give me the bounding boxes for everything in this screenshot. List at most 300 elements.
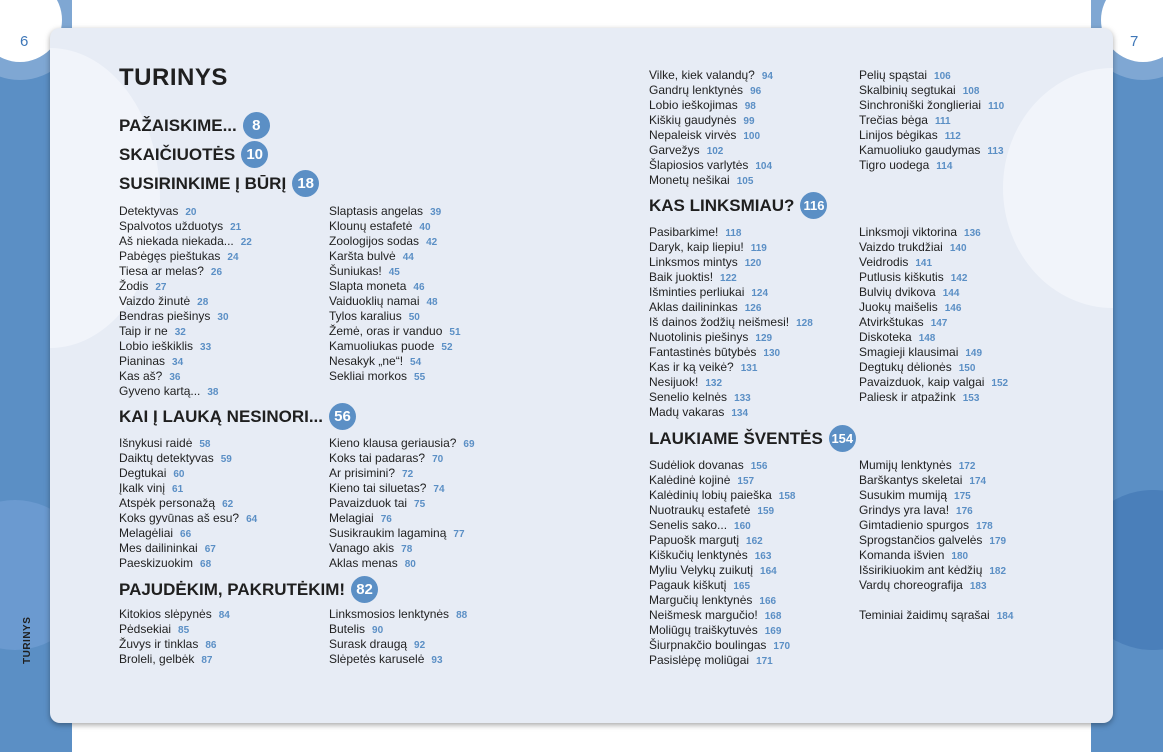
entry-title: Surask draugą (329, 637, 408, 651)
entry-title: Atspėk personažą (119, 496, 216, 510)
entry-title: Myliu Velykų zuikutį (649, 563, 754, 577)
entry-page-number: 60 (173, 469, 185, 480)
entry-page-number: 104 (755, 161, 773, 172)
entry-title: Kiškių gaudynės (649, 113, 737, 127)
entry-title: Taip ir ne (119, 324, 168, 338)
left-page-number: 6 (20, 33, 29, 50)
entry-page-number: 90 (372, 625, 384, 636)
toc-entry (119, 384, 319, 399)
toc-entry (859, 68, 1059, 83)
entry-page-number: 158 (778, 491, 796, 502)
toc-entry (649, 638, 849, 653)
entry-title: Aklas menas (329, 556, 398, 570)
entry-title: Gimtadienio spurgos (859, 518, 970, 532)
entry-page-number: 164 (760, 566, 777, 577)
entry-list (859, 458, 1059, 623)
toc-entry (329, 369, 529, 384)
entry-title: Nepaleisk virvės (649, 128, 737, 142)
toc-entry (119, 436, 319, 451)
entry-page-number: 126 (744, 303, 762, 314)
entry-page-number: 69 (463, 439, 475, 450)
toc-entry (859, 113, 1059, 128)
entry-list (649, 225, 849, 420)
entry-page-number: 85 (178, 625, 190, 636)
entry-title: Kieno klausa geriausia? (329, 436, 457, 450)
entry-page-number: 162 (746, 536, 763, 547)
entry-page-number: 34 (172, 357, 184, 368)
entry-title: Teminiai žaidimų sąrašai (859, 608, 990, 622)
entry-page-number: 144 (942, 288, 960, 299)
entry-title: Grindys yra lava! (859, 503, 950, 517)
entry-title: Sprogstančios galvelės (859, 533, 983, 547)
entry-title: Išminties perliukai (649, 285, 745, 299)
section-heading (119, 141, 268, 168)
entry-title: Spalvotos užduotys (119, 219, 224, 233)
entry-title: Butelis (329, 622, 366, 636)
page-title: TURINYS (119, 64, 228, 91)
entry-title: Nesakyk „ne“! (329, 354, 404, 368)
entry-list (119, 204, 319, 399)
toc-entry (649, 360, 849, 375)
entry-page-number: 84 (218, 610, 230, 621)
toc-entry (859, 563, 1059, 578)
entry-page-number: 122 (720, 273, 737, 284)
entry-title: Pėdsekiai (119, 622, 172, 636)
entry-title: Neišmesk margučio! (649, 608, 758, 622)
section-title: LAUKIAME ŠVENTĖS (649, 428, 823, 448)
toc-entry (859, 533, 1059, 548)
toc-entry (649, 488, 849, 503)
entry-page-number: 183 (969, 581, 987, 592)
entry-title: Kalėdinė kojinė (649, 473, 731, 487)
entry-page-number: 54 (410, 357, 422, 368)
entry-page-number: 168 (764, 611, 782, 622)
entry-page-number: 120 (744, 258, 762, 269)
toc-entry (119, 309, 319, 324)
entry-page-number: 118 (725, 228, 742, 239)
toc-entry (649, 225, 849, 240)
toc-entry (649, 563, 849, 578)
toc-entry (649, 390, 849, 405)
entry-page-number: 146 (944, 303, 962, 314)
toc-entry (859, 458, 1059, 473)
section-title: SKAIČIUOTĖS (119, 144, 236, 164)
entry-title: Vaizdo trukdžiai (859, 240, 943, 254)
entry-list (329, 607, 529, 667)
entry-page-number: 175 (954, 491, 971, 502)
toc-entry (329, 354, 529, 369)
toc-entry (119, 279, 319, 294)
entry-title: Kitokios slėpynės (119, 607, 212, 621)
section-page-badge: 56 (329, 403, 356, 430)
toc-entry (859, 143, 1059, 158)
toc-entry (859, 518, 1059, 533)
toc-entry (649, 608, 849, 623)
toc-entry (649, 518, 849, 533)
entry-page-number: 70 (432, 454, 444, 465)
entry-page-number: 150 (958, 363, 976, 374)
toc-entry (859, 240, 1059, 255)
entry-list (119, 436, 319, 571)
toc-entry (119, 294, 319, 309)
toc-entry (859, 330, 1059, 345)
entry-title: Susukim mumiją (859, 488, 948, 502)
toc-entry (859, 83, 1059, 98)
entry-title: Žodis (119, 279, 149, 293)
entry-page-number: 78 (401, 544, 413, 555)
entry-title: Kamuoliukas puode (329, 339, 435, 353)
entry-title: Barškantys skeletai (859, 473, 963, 487)
entry-title: Sinchroniški žonglieriai (859, 98, 982, 112)
entry-page-number: 61 (172, 484, 184, 495)
entry-page-number: 180 (951, 551, 969, 562)
entry-page-number: 58 (199, 439, 211, 450)
toc-entry (329, 622, 529, 637)
toc-entry (859, 488, 1059, 503)
section-page-badge: 116 (800, 192, 827, 219)
toc-entry (329, 204, 529, 219)
entry-title: Putlusis kiškutis (859, 270, 944, 284)
entry-page-number: 129 (755, 333, 773, 344)
entry-page-number: 102 (706, 146, 724, 157)
entry-title: Linksmosios lenktynės (329, 607, 450, 621)
entry-page-number: 30 (217, 312, 229, 323)
entry-title: Šuniukas! (329, 264, 382, 278)
entry-page-number: 153 (962, 393, 980, 404)
toc-entry (649, 83, 849, 98)
toc-entry (119, 496, 319, 511)
entry-list (859, 68, 1059, 173)
entry-title: Madų vakaras (649, 405, 725, 419)
entry-title: Linksmoji viktorina (859, 225, 958, 239)
entry-title: Kas ir ką veikė? (649, 360, 734, 374)
toc-entry (649, 345, 849, 360)
toc-entry (329, 309, 529, 324)
toc-entry (649, 623, 849, 638)
toc-entry (329, 219, 529, 234)
entry-title: Daryk, kaip liepiu! (649, 240, 744, 254)
entry-page-number: 152 (991, 378, 1009, 389)
entry-title: Vilke, kiek valandų? (649, 68, 755, 82)
entry-page-number: 52 (441, 342, 453, 353)
entry-page-number: 163 (754, 551, 772, 562)
entry-title: Sekliai morkos (329, 369, 408, 383)
entry-page-number: 132 (705, 378, 723, 389)
entry-title: Linksmos mintys (649, 255, 738, 269)
toc-entry (119, 637, 319, 652)
entry-title: Garvežys (649, 143, 700, 157)
toc-entry (859, 270, 1059, 285)
entry-title: Zoologijos sodas (329, 234, 420, 248)
toc-entry (649, 270, 849, 285)
entry-page-number: 159 (757, 506, 775, 517)
entry-page-number: 156 (750, 461, 768, 472)
entry-title: Margučių lenktynės (649, 593, 753, 607)
entry-page-number: 179 (989, 536, 1007, 547)
entry-page-number: 39 (430, 207, 442, 218)
entry-page-number: 184 (996, 611, 1014, 622)
toc-entry (119, 451, 319, 466)
section-page-badge: 154 (829, 425, 856, 452)
entry-page-number: 27 (155, 282, 167, 293)
toc-entry (119, 622, 319, 637)
entry-page-number: 128 (796, 318, 813, 329)
toc-entry (649, 503, 849, 518)
entry-page-number: 80 (404, 559, 416, 570)
entry-page-number: 148 (918, 333, 936, 344)
entry-title: Klounų estafetė (329, 219, 413, 233)
entry-page-number: 50 (408, 312, 420, 323)
entry-title: Išnykusi raidė (119, 436, 193, 450)
toc-entry (859, 255, 1059, 270)
entry-page-number: 86 (205, 640, 217, 651)
toc-entry (119, 369, 319, 384)
toc-entry (119, 526, 319, 541)
entry-page-number: 141 (915, 258, 933, 269)
toc-entry (329, 264, 529, 279)
toc-entry (119, 354, 319, 369)
entry-page-number: 112 (944, 131, 961, 142)
toc-entry (329, 234, 529, 249)
toc-entry (119, 541, 319, 556)
entry-page-number: 130 (763, 348, 781, 359)
toc-entry (649, 653, 849, 668)
toc-entry (859, 300, 1059, 315)
entry-page-number: 21 (230, 222, 242, 233)
entry-title: Pasislėpę moliūgai (649, 653, 750, 667)
toc-entry (649, 128, 849, 143)
bottom-white-strip (72, 723, 1091, 752)
toc-entry (859, 578, 1059, 593)
entry-title: Karšta bulvė (329, 249, 396, 263)
entry-page-number: 131 (740, 363, 758, 374)
entry-title: Pabėgęs pieštukas (119, 249, 221, 263)
entry-page-number: 88 (456, 610, 468, 621)
section-page-badge: 8 (243, 112, 270, 139)
entry-page-number: 64 (246, 514, 258, 525)
entry-title: Degtukų dėlionės (859, 360, 952, 374)
toc-entry (859, 375, 1059, 390)
toc-entry (119, 481, 319, 496)
entry-title: Žemė, oras ir vanduo (329, 324, 443, 338)
section-heading (119, 576, 378, 603)
entry-title: Koks tai padaras? (329, 451, 426, 465)
toc-entry (329, 607, 529, 622)
toc-entry (649, 158, 849, 173)
section-title: PAJUDĖKIM, PAKRUTĖKIM! (119, 579, 346, 599)
entry-page-number: 111 (934, 116, 951, 127)
toc-entry (329, 652, 529, 667)
entry-page-number: 99 (743, 116, 755, 127)
entry-page-number: 169 (764, 626, 782, 637)
entry-title: Baik juoktis! (649, 270, 714, 284)
entry-title: Tiesa ar melas? (119, 264, 204, 278)
entry-list (329, 436, 529, 571)
toc-entry (649, 68, 849, 83)
toc-entry (649, 375, 849, 390)
entry-page-number: 68 (200, 559, 212, 570)
toc-entry (119, 234, 319, 249)
toc-entry (119, 249, 319, 264)
entry-title: Pavaizduok tai (329, 496, 408, 510)
toc-entry (649, 548, 849, 563)
entry-page-number: 38 (207, 387, 219, 398)
entry-page-number: 75 (414, 499, 426, 510)
entry-page-number: 114 (936, 161, 953, 172)
entry-title: Šiurpnakčio boulingas (649, 638, 767, 652)
entry-page-number: 105 (736, 176, 754, 187)
toc-entry (119, 339, 319, 354)
entry-title: Lobio ieškojimas (649, 98, 738, 112)
toc-entry (649, 143, 849, 158)
entry-title: Mes dailininkai (119, 541, 198, 555)
entry-page-number: 142 (950, 273, 968, 284)
entry-title: Vaizdo žinutė (119, 294, 191, 308)
entry-title: Atvirkštukas (859, 315, 924, 329)
section-title: PAŽAISKIME... (119, 115, 237, 135)
entry-page-number: 24 (227, 252, 239, 263)
entry-title: Detektyvas (119, 204, 179, 218)
entry-page-number: 28 (197, 297, 209, 308)
entry-title: Senelio kelnės (649, 390, 728, 404)
entry-title: Nuotolinis piešinys (649, 330, 749, 344)
entry-title: Skalbinių segtukai (859, 83, 956, 97)
entry-title: Gyveno kartą... (119, 384, 201, 398)
entry-title: Lobio ieškiklis (119, 339, 194, 353)
entry-page-number: 62 (222, 499, 234, 510)
section-heading (119, 112, 270, 139)
entry-title: Komanda išvien (859, 548, 945, 562)
section-heading (649, 192, 827, 219)
toc-entry (329, 279, 529, 294)
entry-page-number: 113 (987, 146, 1004, 157)
toc-entry (649, 173, 849, 188)
section-page-badge: 82 (351, 576, 378, 603)
entry-page-number: 87 (201, 655, 213, 666)
toc-entry (329, 481, 529, 496)
entry-title: Pianinas (119, 354, 166, 368)
entry-title: Koks gyvūnas aš esu? (119, 511, 240, 525)
entry-page-number: 45 (388, 267, 400, 278)
toc-entry (649, 240, 849, 255)
toc-entry (119, 264, 319, 279)
entry-title: Vaiduoklių namai (329, 294, 420, 308)
entry-list (329, 204, 529, 384)
entry-list (649, 68, 849, 188)
entry-title: Daiktų detektyvas (119, 451, 214, 465)
entry-title: Žuvys ir tinklas (119, 637, 199, 651)
toc-entry (649, 330, 849, 345)
toc-entry (649, 473, 849, 488)
entry-list (119, 607, 319, 667)
entry-page-number: 72 (402, 469, 414, 480)
entry-page-number: 166 (759, 596, 777, 607)
entry-page-number: 174 (969, 476, 987, 487)
entry-title: Išsirikiuokim ant kėdžių (859, 563, 983, 577)
toc-entry (329, 451, 529, 466)
entry-title: Kiškučių lenktynės (649, 548, 748, 562)
entry-title: Monetų nešikai (649, 173, 730, 187)
entry-title: Šlapiosios varlytės (649, 158, 749, 172)
entry-title: Nesijuok! (649, 375, 699, 389)
entry-page-number: 74 (433, 484, 445, 495)
toc-entry (859, 503, 1059, 518)
toc-entry (859, 548, 1059, 563)
toc-entry (649, 458, 849, 473)
entry-title: Degtukai (119, 466, 167, 480)
entry-title: Aš niekada niekada... (119, 234, 234, 248)
entry-title: Bendras piešinys (119, 309, 211, 323)
toc-entry (329, 541, 529, 556)
entry-page-number: 149 (965, 348, 983, 359)
entry-page-number: 32 (174, 327, 186, 338)
entry-title: Pelių spąstai (859, 68, 928, 82)
entry-title: Melagėliai (119, 526, 174, 540)
toc-entry (649, 405, 849, 420)
entry-title: Aklas dailininkas (649, 300, 738, 314)
entry-page-number: 93 (431, 655, 443, 666)
toc-entry (859, 345, 1059, 360)
toc-entry (119, 607, 319, 622)
entry-page-number: 100 (743, 131, 761, 142)
entry-title: Vardų choreografija (859, 578, 963, 592)
entry-title: Įkalk vinį (119, 481, 166, 495)
section-page-badge: 18 (292, 170, 319, 197)
entry-title: Paeskizuokim (119, 556, 194, 570)
entry-list (649, 458, 849, 668)
toc-entry (859, 225, 1059, 240)
entry-title: Kalėdinių lobių paieška (649, 488, 772, 502)
entry-page-number: 26 (210, 267, 223, 278)
entry-title: Moliūgų traiškytuvės (649, 623, 758, 637)
toc-entry (649, 113, 849, 128)
toc-entry (119, 204, 319, 219)
entry-title: Tylos karalius (329, 309, 402, 323)
entry-page-number: 124 (751, 288, 769, 299)
entry-page-number: 55 (414, 372, 426, 383)
toc-entry (329, 526, 529, 541)
entry-page-number: 171 (756, 656, 773, 667)
entry-page-number: 157 (737, 476, 755, 487)
entry-title: Broleli, gelbėk (119, 652, 195, 666)
section-heading (649, 425, 856, 452)
section-title: KAS LINKSMIAU? (649, 195, 795, 215)
entry-title: Trečias bėga (859, 113, 928, 127)
entry-page-number: 136 (964, 228, 981, 239)
entry-title: Melagiai (329, 511, 374, 525)
entry-title: Gandrų lenktynės (649, 83, 744, 97)
entry-list (859, 225, 1059, 405)
toc-entry (649, 578, 849, 593)
entry-page-number: 108 (962, 86, 980, 97)
entry-title: Ar prisimini? (329, 466, 396, 480)
entry-title: Fantastinės būtybės (649, 345, 757, 359)
section-heading (119, 403, 356, 430)
entry-page-number: 160 (734, 521, 751, 532)
entry-title: Papuošk margutį (649, 533, 740, 547)
entry-page-number: 76 (380, 514, 392, 525)
toc-entry (119, 219, 319, 234)
entry-page-number: 133 (734, 393, 751, 404)
section-heading (119, 170, 319, 197)
entry-page-number: 172 (958, 461, 976, 472)
toc-entry (649, 315, 849, 330)
toc-entry (859, 285, 1059, 300)
toc-entry (859, 128, 1059, 143)
toc-entry (329, 556, 529, 571)
toc-entry (329, 496, 529, 511)
entry-title: Paliesk ir atpažink (859, 390, 956, 404)
